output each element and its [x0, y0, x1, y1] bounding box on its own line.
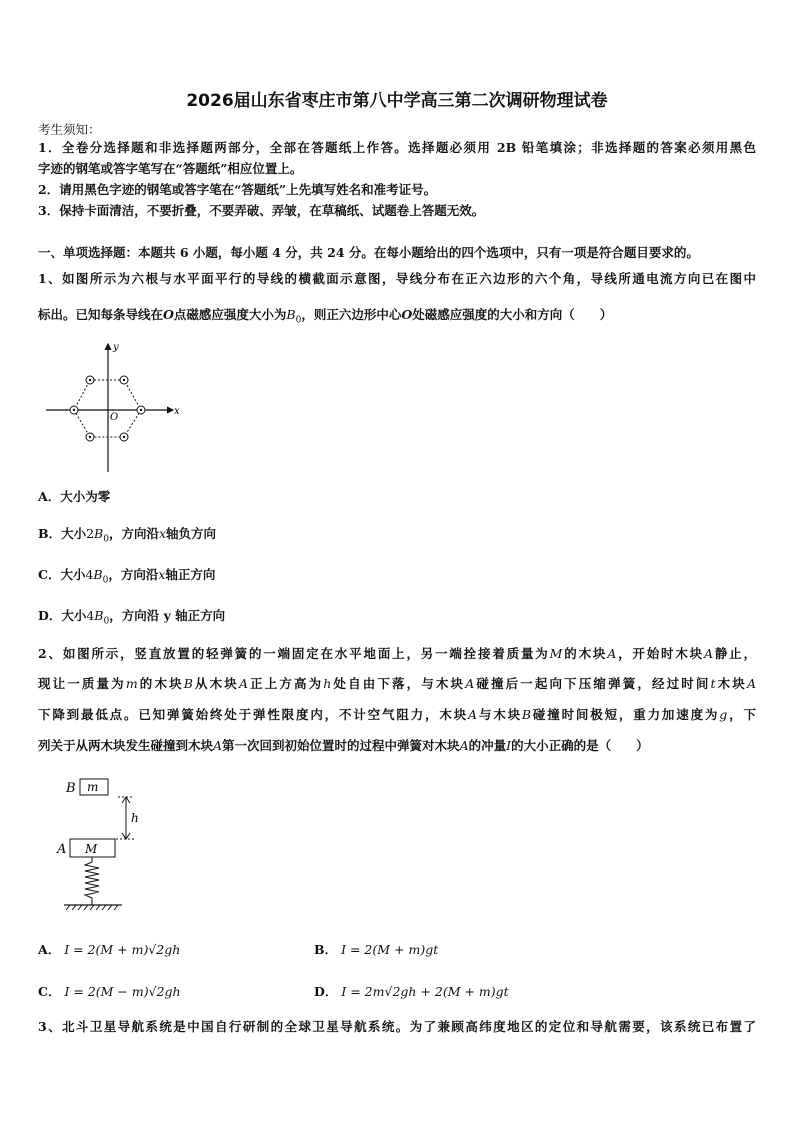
- block-a-label: A: [57, 842, 67, 857]
- spring-icon: [85, 857, 99, 905]
- y-axis-label: y: [113, 342, 119, 353]
- wire-current-out-icon: [120, 433, 128, 441]
- notice-item: 2．请用黑色字迹的钢笔或答字笔在“答题纸”上先填写姓名和准考证号。: [38, 182, 437, 197]
- q2-option-c: C． I = 2(M − m)√2gh: [38, 984, 181, 999]
- block-b-mass: m: [87, 780, 99, 794]
- block-b-label: B: [66, 781, 76, 796]
- wire-current-out-icon: [86, 433, 94, 441]
- q2-option-b: B． I = 2(M + m)gt: [314, 942, 439, 957]
- wire-current-out-icon: [70, 406, 78, 414]
- q1-stem-line2: 标出。已知每条导线在O点磁感应强度大小为$B_0$，则正六边形中心O处磁感应强度的大小和方向（ ）: [38, 307, 613, 326]
- q2-stem-line1: 2、如图所示，竖直放置的轻弹簧的一端固定在水平地面上，另一端拴接着质量为M的木块A，开始时木块A静止，: [38, 646, 756, 661]
- q1-hexagon-figure: [40, 338, 190, 478]
- height-label: h: [131, 811, 139, 825]
- block-a-mass: M: [85, 842, 98, 856]
- notice-heading: 考生须知：: [38, 122, 101, 137]
- origin-label: O: [110, 412, 119, 423]
- q2-stem-line4: 列关于从两木块发生碰撞到木块A第一次回到初始位置时的过程中弹簧对木块A的冲量I的大小正确的是（ ）: [38, 738, 649, 753]
- section-heading: 一、单项选择题：本题共 6 小题，每小题 4 分，共 24 分。在每小题给出的四个选项中，只有一项是符合题目要求的。: [38, 245, 699, 260]
- q2-stem-line3: 下降到最低点。已知弹簧始终处于弹性限度内，不计空气阻力，木块A与木块B碰撞时间极短，重力加速度为g，下: [38, 707, 756, 722]
- notice-item: 3．保持卡面清洁，不要折叠，不要弄破、弄皱，在草稿纸、试题卷上答题无效。: [38, 203, 485, 218]
- x-axis-label: x: [174, 406, 180, 417]
- wire-current-out-icon: [86, 376, 94, 384]
- q2-stem-line2: 现让一质量为m的木块B从木块A正上方高为h处自由下落，与木块A碰撞后一起向下压缩弹簧，经过时间t木块A: [38, 676, 756, 691]
- q1-option-c: C．大小$4B_0$，方向沿x轴正方向: [38, 567, 216, 586]
- wire-current-out-icon: [137, 406, 145, 414]
- q2-option-d: D． I = 2m√2gh + 2(M + m)gt: [314, 984, 509, 999]
- wire-current-out-icon: [120, 376, 128, 384]
- q1-stem-line1: 1、如图所示为六根与水平面平行的导线的横截面示意图，导线分布在正六边形的六个角，导线所通电流方向已在图中: [38, 271, 756, 286]
- notice-item: 字迹的钢笔或答字笔写在“答题纸”相应位置上。: [38, 161, 303, 176]
- q2-option-a: A． I = 2(M + m)√2gh: [38, 942, 181, 957]
- q3-stem-line1: 3、北斗卫星导航系统是中国自行研制的全球卫星导航系统。为了兼顾高纬度地区的定位和导航需要，该系统已布置了: [38, 1019, 756, 1034]
- q1-option-b: B．大小$2B_0$，方向沿x轴负方向: [38, 526, 217, 545]
- page-title: 2026届山东省枣庄市第八中学高三第二次调研物理试卷: [186, 91, 608, 111]
- q1-option-a: A．大小为零: [38, 489, 111, 504]
- q1-option-d: D．大小$4B_0$，方向沿 y 轴正方向: [38, 608, 226, 627]
- notice-item: 1．全卷分选择题和非选择题两部分，全部在答题纸上作答。选择题必须用 2B 铅笔填涂；非选择题的答案必须用黑色: [38, 140, 756, 155]
- q2-spring-figure: [52, 770, 162, 915]
- ground-hatch: [66, 905, 118, 910]
